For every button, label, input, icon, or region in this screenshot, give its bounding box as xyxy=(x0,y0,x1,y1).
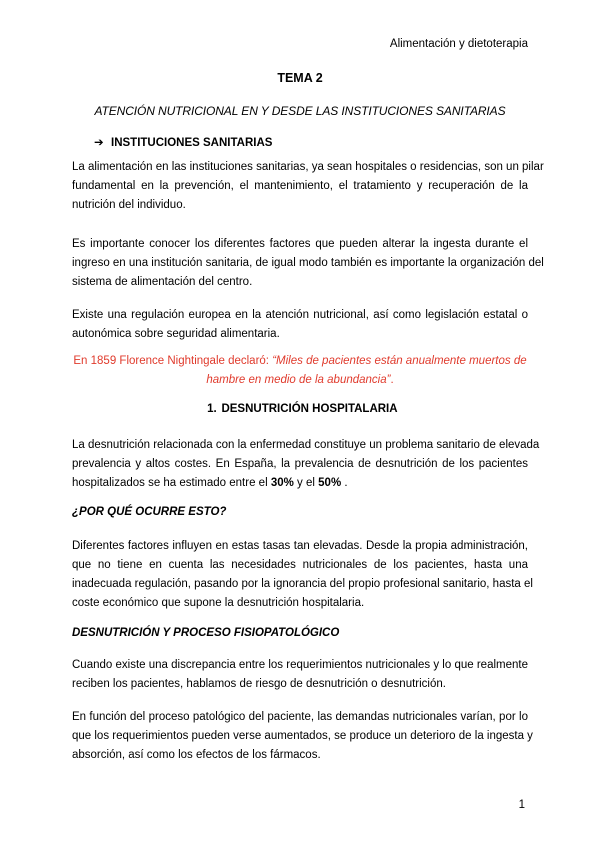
desnutricion-paragraph: La desnutrición relacionada con la enfermedad constituye un problema sanitario de elevada prevalencia y altos costes. En España, la prevalencia de desnutrición de los pacientes hospitalizados se ha estimado entre el 30% y el 50% . xyxy=(72,439,540,489)
nightingale-quote: En 1859 Florence Nightingale declaró: “Miles de pacientes están anualmente muertos de hambre en medio de la abundancia”. xyxy=(73,355,527,386)
arrow-right-icon: ➔ xyxy=(94,137,104,149)
section-heading-label: INSTITUCIONES SANITARIAS xyxy=(111,137,273,149)
intro-paragraph-1: La alimentación en las instituciones sanitarias, ya sean hospitales o residencias, son un pilar fundamental en la prevención, el mantenimiento, el tratamiento y recuperación de la nutrición del individuo. xyxy=(72,161,544,211)
heading-por-que-ocurre: ¿POR QUÉ OCURRE ESTO? xyxy=(72,506,227,518)
proceso-paragraph-1: Cuando existe una discrepancia entre los requerimientos nutricionales y lo que realmente reciben los pacientes, hablamos de riesgo de desnutrición o desnutrición. xyxy=(72,659,528,690)
intro-paragraph-3: Existe una regulación europea en la atención nutricional, así como legislación estatal o autonómica sobre seguridad alimentaria. xyxy=(72,309,528,340)
proceso-paragraph-2: En función del proceso patológico del paciente, las demandas nutricionales varían, por lo que los requerimientos pueden verse aumentados, se produce un deterioro de la ingesta y absorción, así como los efectos de los fármacos. xyxy=(72,711,533,761)
stat-50-percent: 50% xyxy=(318,477,342,489)
page-title: TEMA 2 xyxy=(277,71,323,85)
intro-paragraph-2: Es importante conocer los diferentes factores que pueden alterar la ingesta durante el ingreso en una institución sanitaria, de igual modo también es importante la organización del sistema de alimentación del centro. xyxy=(72,238,544,288)
page-subtitle: ATENCIÓN NUTRICIONAL EN Y DESDE LAS INSTITUCIONES SANITARIAS xyxy=(94,104,506,118)
running-header: Alimentación y dietoterapia xyxy=(389,38,528,50)
heading-desnutricion-hospitalaria: 1. DESNUTRICIÓN HOSPITALARIA xyxy=(207,403,398,415)
section-heading xyxy=(94,135,272,149)
stat-30-percent: 30% xyxy=(270,477,294,489)
causas-paragraph: Diferentes factores influyen en estas tasas tan elevadas. Desde la propia administración, que no tiene en cuenta las necesidades nutricionales de los pacientes, hasta una inadecuada regulación, pasando por la ignorancia del propio profesional sanitario, hasta el coste económico que supone la desnutrición hospitalaria. xyxy=(72,540,533,609)
heading-proceso-fisiopatologico: DESNUTRICIÓN Y PROCESO FISIOPATOLÓGICO xyxy=(72,627,340,639)
page-number: 1 xyxy=(518,799,525,811)
